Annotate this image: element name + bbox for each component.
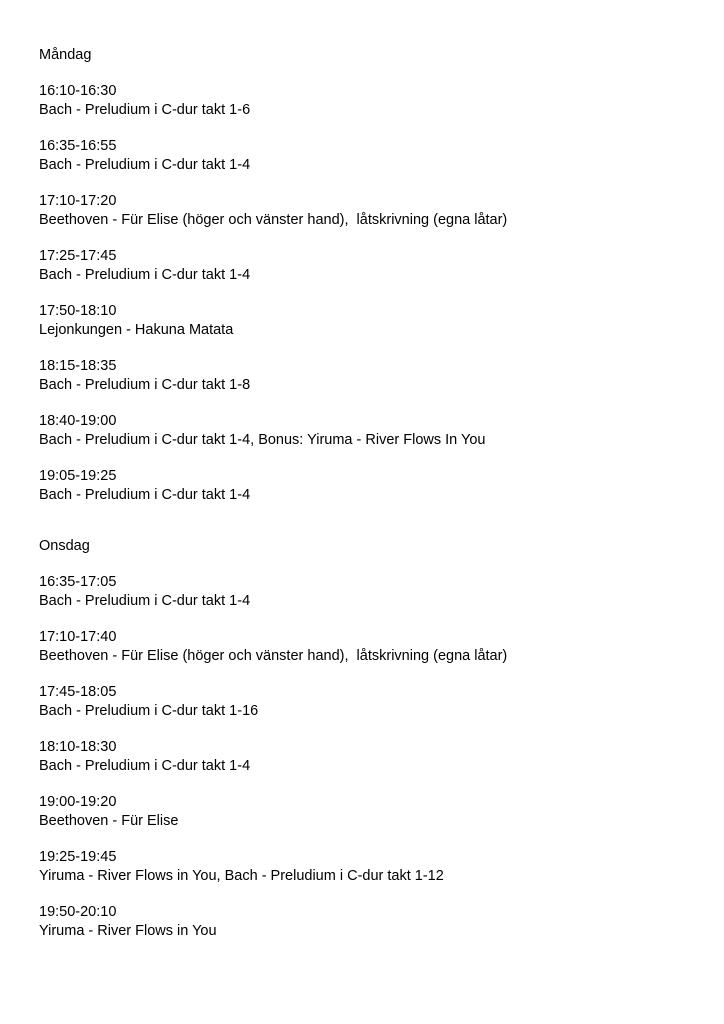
entry-description: Bach - Preludium i C-dur takt 1-16 (39, 703, 259, 719)
entry-time: 16:35-17:05 (39, 574, 117, 590)
entry-description: Yiruma - River Flows in You (39, 923, 217, 939)
day-section-mandag (39, 46, 709, 505)
entry-description: Yiruma - River Flows in You, Bach - Preludium i C-dur takt 1-12 (39, 868, 444, 884)
schedule-entry (39, 412, 709, 450)
entry-description: Bach - Preludium i C-dur takt 1-4, Bonus: Yiruma - River Flows In You (39, 432, 486, 448)
schedule-entry (39, 793, 709, 831)
day-section-onsdag (39, 537, 709, 941)
entry-time: 16:35-16:55 (39, 138, 117, 154)
schedule-entry (39, 82, 709, 120)
entry-description: Bach - Preludium i C-dur takt 1-4 (39, 267, 251, 283)
entry-time: 17:45-18:05 (39, 684, 117, 700)
entry-time: 19:50-20:10 (39, 904, 117, 920)
entry-time: 17:10-17:40 (39, 629, 117, 645)
entry-time: 17:50-18:10 (39, 303, 117, 319)
entry-description: Bach - Preludium i C-dur takt 1-4 (39, 487, 251, 503)
entry-description: Bach - Preludium i C-dur takt 1-4 (39, 593, 251, 609)
entry-description: Beethoven - Für Elise (höger och vänster hand), låtskrivning (egna låtar) (39, 212, 508, 228)
schedule-entry (39, 302, 709, 340)
entry-time: 19:00-19:20 (39, 794, 117, 810)
entry-time: 19:25-19:45 (39, 849, 117, 865)
day-heading: Måndag (39, 47, 92, 63)
entry-time: 18:15-18:35 (39, 358, 117, 374)
entry-description: Beethoven - Für Elise (höger och vänster hand), låtskrivning (egna låtar) (39, 648, 508, 664)
entry-description: Bach - Preludium i C-dur takt 1-4 (39, 758, 251, 774)
entry-description: Lejonkungen - Hakuna Matata (39, 322, 234, 338)
schedule-entry (39, 357, 709, 395)
entry-time: 16:10-16:30 (39, 83, 117, 99)
entry-description: Bach - Preludium i C-dur takt 1-6 (39, 102, 251, 118)
entry-description: Bach - Preludium i C-dur takt 1-4 (39, 157, 251, 173)
schedule-entry (39, 628, 709, 666)
entry-time: 18:10-18:30 (39, 739, 117, 755)
entry-time: 17:25-17:45 (39, 248, 117, 264)
schedule-entry (39, 137, 709, 175)
schedule-entry (39, 467, 709, 505)
day-heading: Onsdag (39, 538, 90, 554)
entry-description: Beethoven - Für Elise (39, 813, 179, 829)
schedule-entry (39, 683, 709, 721)
entry-time: 18:40-19:00 (39, 413, 117, 429)
schedule-entry (39, 247, 709, 285)
schedule-entry (39, 192, 709, 230)
entry-time: 17:10-17:20 (39, 193, 117, 209)
schedule-entry (39, 848, 709, 886)
schedule-entry (39, 738, 709, 776)
schedule-document (39, 46, 709, 958)
schedule-entry (39, 903, 709, 941)
entry-time: 19:05-19:25 (39, 468, 117, 484)
entry-description: Bach - Preludium i C-dur takt 1-8 (39, 377, 251, 393)
schedule-entry (39, 573, 709, 611)
